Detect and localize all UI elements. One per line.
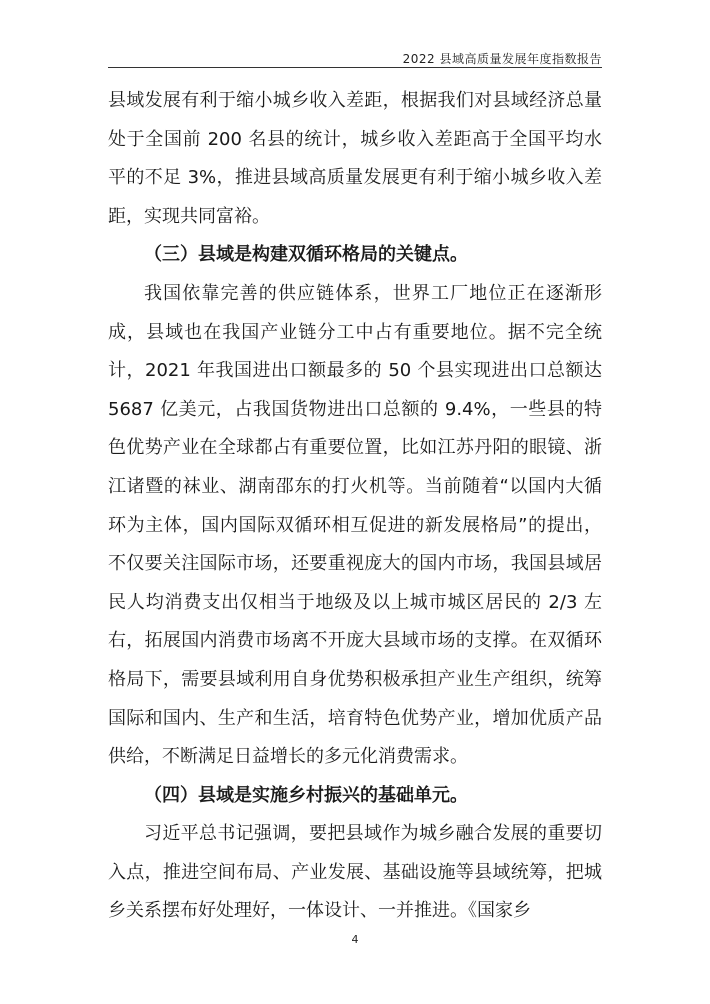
section-heading: （三）县域是构建双循环格局的关键点。 — [144, 244, 468, 266]
paragraph: 习近平总书记强调，要把县域作为城乡融合发展的重要切入点，推进空间布局、产业发展、基础设施等县域统筹，把城乡关系摆布好处理好，一体设计、一并推进。《国家乡 — [108, 823, 602, 922]
paragraph: 县域发展有利于缩小城乡收入差距，根据我们对县域经济总量处于全国前 200 名县的统计，城乡收入差距高于全国平均水平的不足 3%，推进县域高质量发展更有利于缩小城乡收入差距，实现共同富裕。 — [108, 90, 602, 227]
paragraph: 我国依靠完善的供应链体系，世界工厂地位正在逐渐形成，县域也在我国产业链分工中占有重要地位。据不完全统计，2021 年我国进出口额最多的 50 个县实现进出口总额达 5687 亿美元，占我国货物进出口总额的 9.4%，一些县的特色优势产业在全球都占有重要位置，比如江苏丹阳的眼镜、浙江诸暨的袜业、湖南邵东的打火机等。当前随着“以国内大循环为主体，国内国际双循环相互促进的新发展格局”的提出，不仅要关注国际市场，还要重视庞大的国内市场，我国县域居民人均消费支出仅相当于地级及以上城市城区居民的 2/3 左右，拓展国内消费市场离不开庞大县域市场的支撑。在双循环格局下，需要县域利用自身优势积极承担产业生产组织，统筹国际和国内、生产和生活，培育特色优势产业，增加优质产品供给，不断满足日益增长的多元化消费需求。 — [108, 282, 602, 768]
running-header: 2022 县域高质量发展年度指数报告 — [402, 52, 602, 66]
section-heading: （四）县域是实施乡村振兴的基础单元。 — [144, 784, 468, 806]
page-number: 4 — [351, 933, 359, 946]
header-rule — [108, 67, 602, 68]
body-text — [108, 82, 602, 931]
